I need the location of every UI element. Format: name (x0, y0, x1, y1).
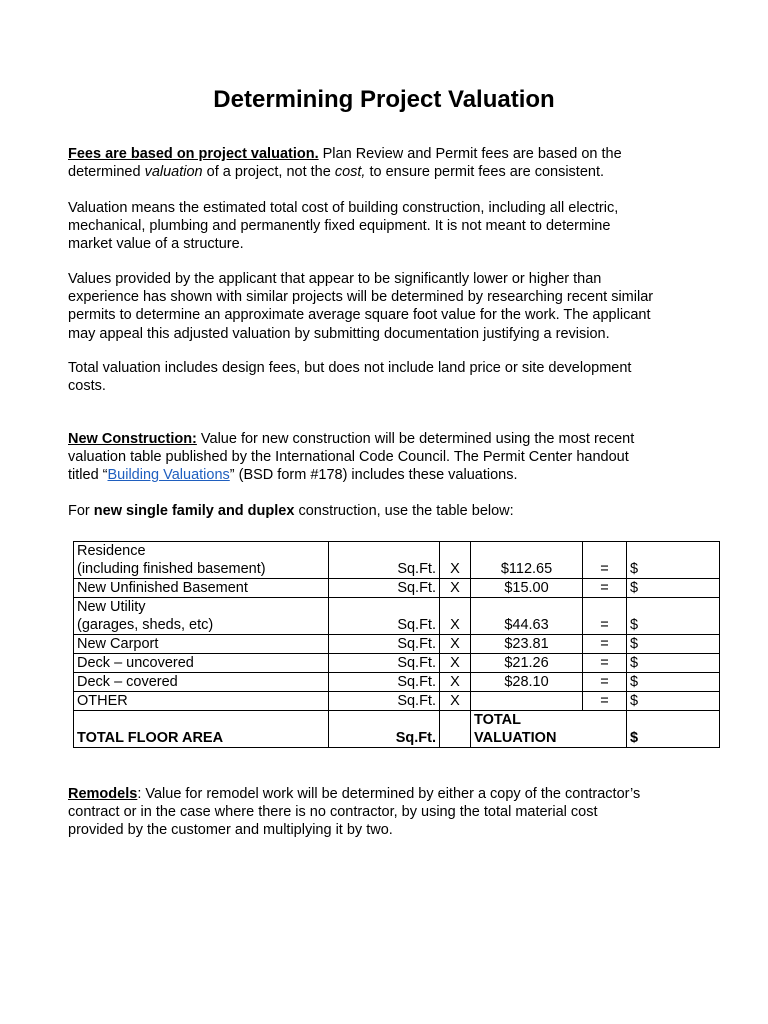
row-unit: Sq.Ft. (329, 635, 440, 654)
row-unit: Sq.Ft. (329, 692, 440, 711)
table-row (74, 579, 720, 598)
row-multiply: X (440, 598, 471, 635)
row-equals: = (583, 579, 627, 598)
total-valuation-label: TOTAL VALUATION (471, 711, 627, 748)
valuation-term: valuation (144, 164, 203, 181)
row-total: $ (627, 598, 720, 635)
row-equals: = (583, 635, 627, 654)
row-item: Deck – covered (74, 673, 329, 692)
table-row (74, 635, 720, 654)
table-row (74, 598, 720, 635)
row-equals: = (583, 654, 627, 673)
row-multiply: X (440, 579, 471, 598)
row-total: $ (627, 579, 720, 598)
row-total: $ (627, 673, 720, 692)
row-total: $ (627, 654, 720, 673)
row-equals: = (583, 542, 627, 579)
row-rate: $23.81 (471, 635, 583, 654)
row-total: $ (627, 635, 720, 654)
building-valuations-link[interactable]: Building Valuations (107, 467, 230, 484)
row-item: Residence (including finished basement) (74, 542, 329, 579)
row-unit: Sq.Ft. (329, 598, 440, 635)
row-rate: $21.26 (471, 654, 583, 673)
row-unit: Sq.Ft. (329, 579, 440, 598)
remodels-paragraph: Remodels: Value for remodel work will be determined by either a copy of the contractor’s contract or in the case where there is no contractor, by using the total material cost provided by the customer and multiplying it by two. (68, 786, 641, 839)
row-unit: Sq.Ft. (329, 673, 440, 692)
row-rate: $28.10 (471, 673, 583, 692)
table-row (74, 692, 720, 711)
applicant-values-paragraph: Values provided by the applicant that appear to be significantly lower or higher than experience has shown with similar projects will be determined by researching recent similar permits to determine an approximate average square foot value for the work. The applicant may appeal this adjusted valuation by submitting documentation justifying a revision. (68, 271, 654, 342)
row-equals: = (583, 692, 627, 711)
total-floor-area-label: TOTAL FLOOR AREA (74, 711, 329, 748)
row-total: $ (627, 542, 720, 579)
row-equals: = (583, 673, 627, 692)
row-equals: = (583, 598, 627, 635)
total-valuation-paragraph: Total valuation includes design fees, but does not include land price or site development costs. (68, 360, 632, 395)
total-row (74, 711, 720, 748)
remodels-lead: Remodels (68, 786, 138, 802)
row-multiply: X (440, 673, 471, 692)
row-multiply: X (440, 654, 471, 673)
row-item: New Unfinished Basement (74, 579, 329, 598)
new-construction-lead: New Construction: (68, 431, 197, 447)
row-item: New Utility (garages, sheds, etc) (74, 598, 329, 635)
row-item: Deck – uncovered (74, 654, 329, 673)
page-title: Determining Project Valuation (213, 86, 555, 113)
table-row (74, 542, 720, 579)
total-valuation-amount: $ (627, 711, 720, 748)
row-unit: Sq.Ft. (329, 654, 440, 673)
valuation-definition-paragraph: Valuation means the estimated total cost of building construction, including all electric, mechanical, plumbing and permanently fixed equipment. It is not meant to determine market value of a structure. (68, 200, 619, 253)
row-rate: $15.00 (471, 579, 583, 598)
fees-lead: Fees are based on project valuation. (68, 146, 319, 162)
table-intro-paragraph: For new single family and duplex construction, use the table below: (68, 503, 514, 519)
row-rate: $112.65 (471, 542, 583, 579)
valuation-table (73, 541, 720, 748)
row-multiply: X (440, 635, 471, 654)
total-unit-cell: Sq.Ft. (329, 711, 440, 748)
row-total: $ (627, 692, 720, 711)
fees-paragraph: Fees are based on project valuation. Plan Review and Permit fees are based on the determined valuation of a project, not the cost, to ensure permit fees are consistent. (68, 146, 622, 181)
row-multiply: X (440, 692, 471, 711)
row-item: OTHER (74, 692, 329, 711)
row-rate: $44.63 (471, 598, 583, 635)
row-multiply: X (440, 542, 471, 579)
table-row (74, 673, 720, 692)
row-item: New Carport (74, 635, 329, 654)
cost-term: cost, (334, 164, 366, 181)
new-construction-paragraph: New Construction: Value for new construction will be determined using the most recent valuation table published by the International Code Council. The Permit Center handout titled “Building Valuations” (BSD form #178) includes these valuations. (68, 431, 635, 484)
row-rate (471, 692, 583, 711)
row-unit: Sq.Ft. (329, 542, 440, 579)
table-row (74, 654, 720, 673)
